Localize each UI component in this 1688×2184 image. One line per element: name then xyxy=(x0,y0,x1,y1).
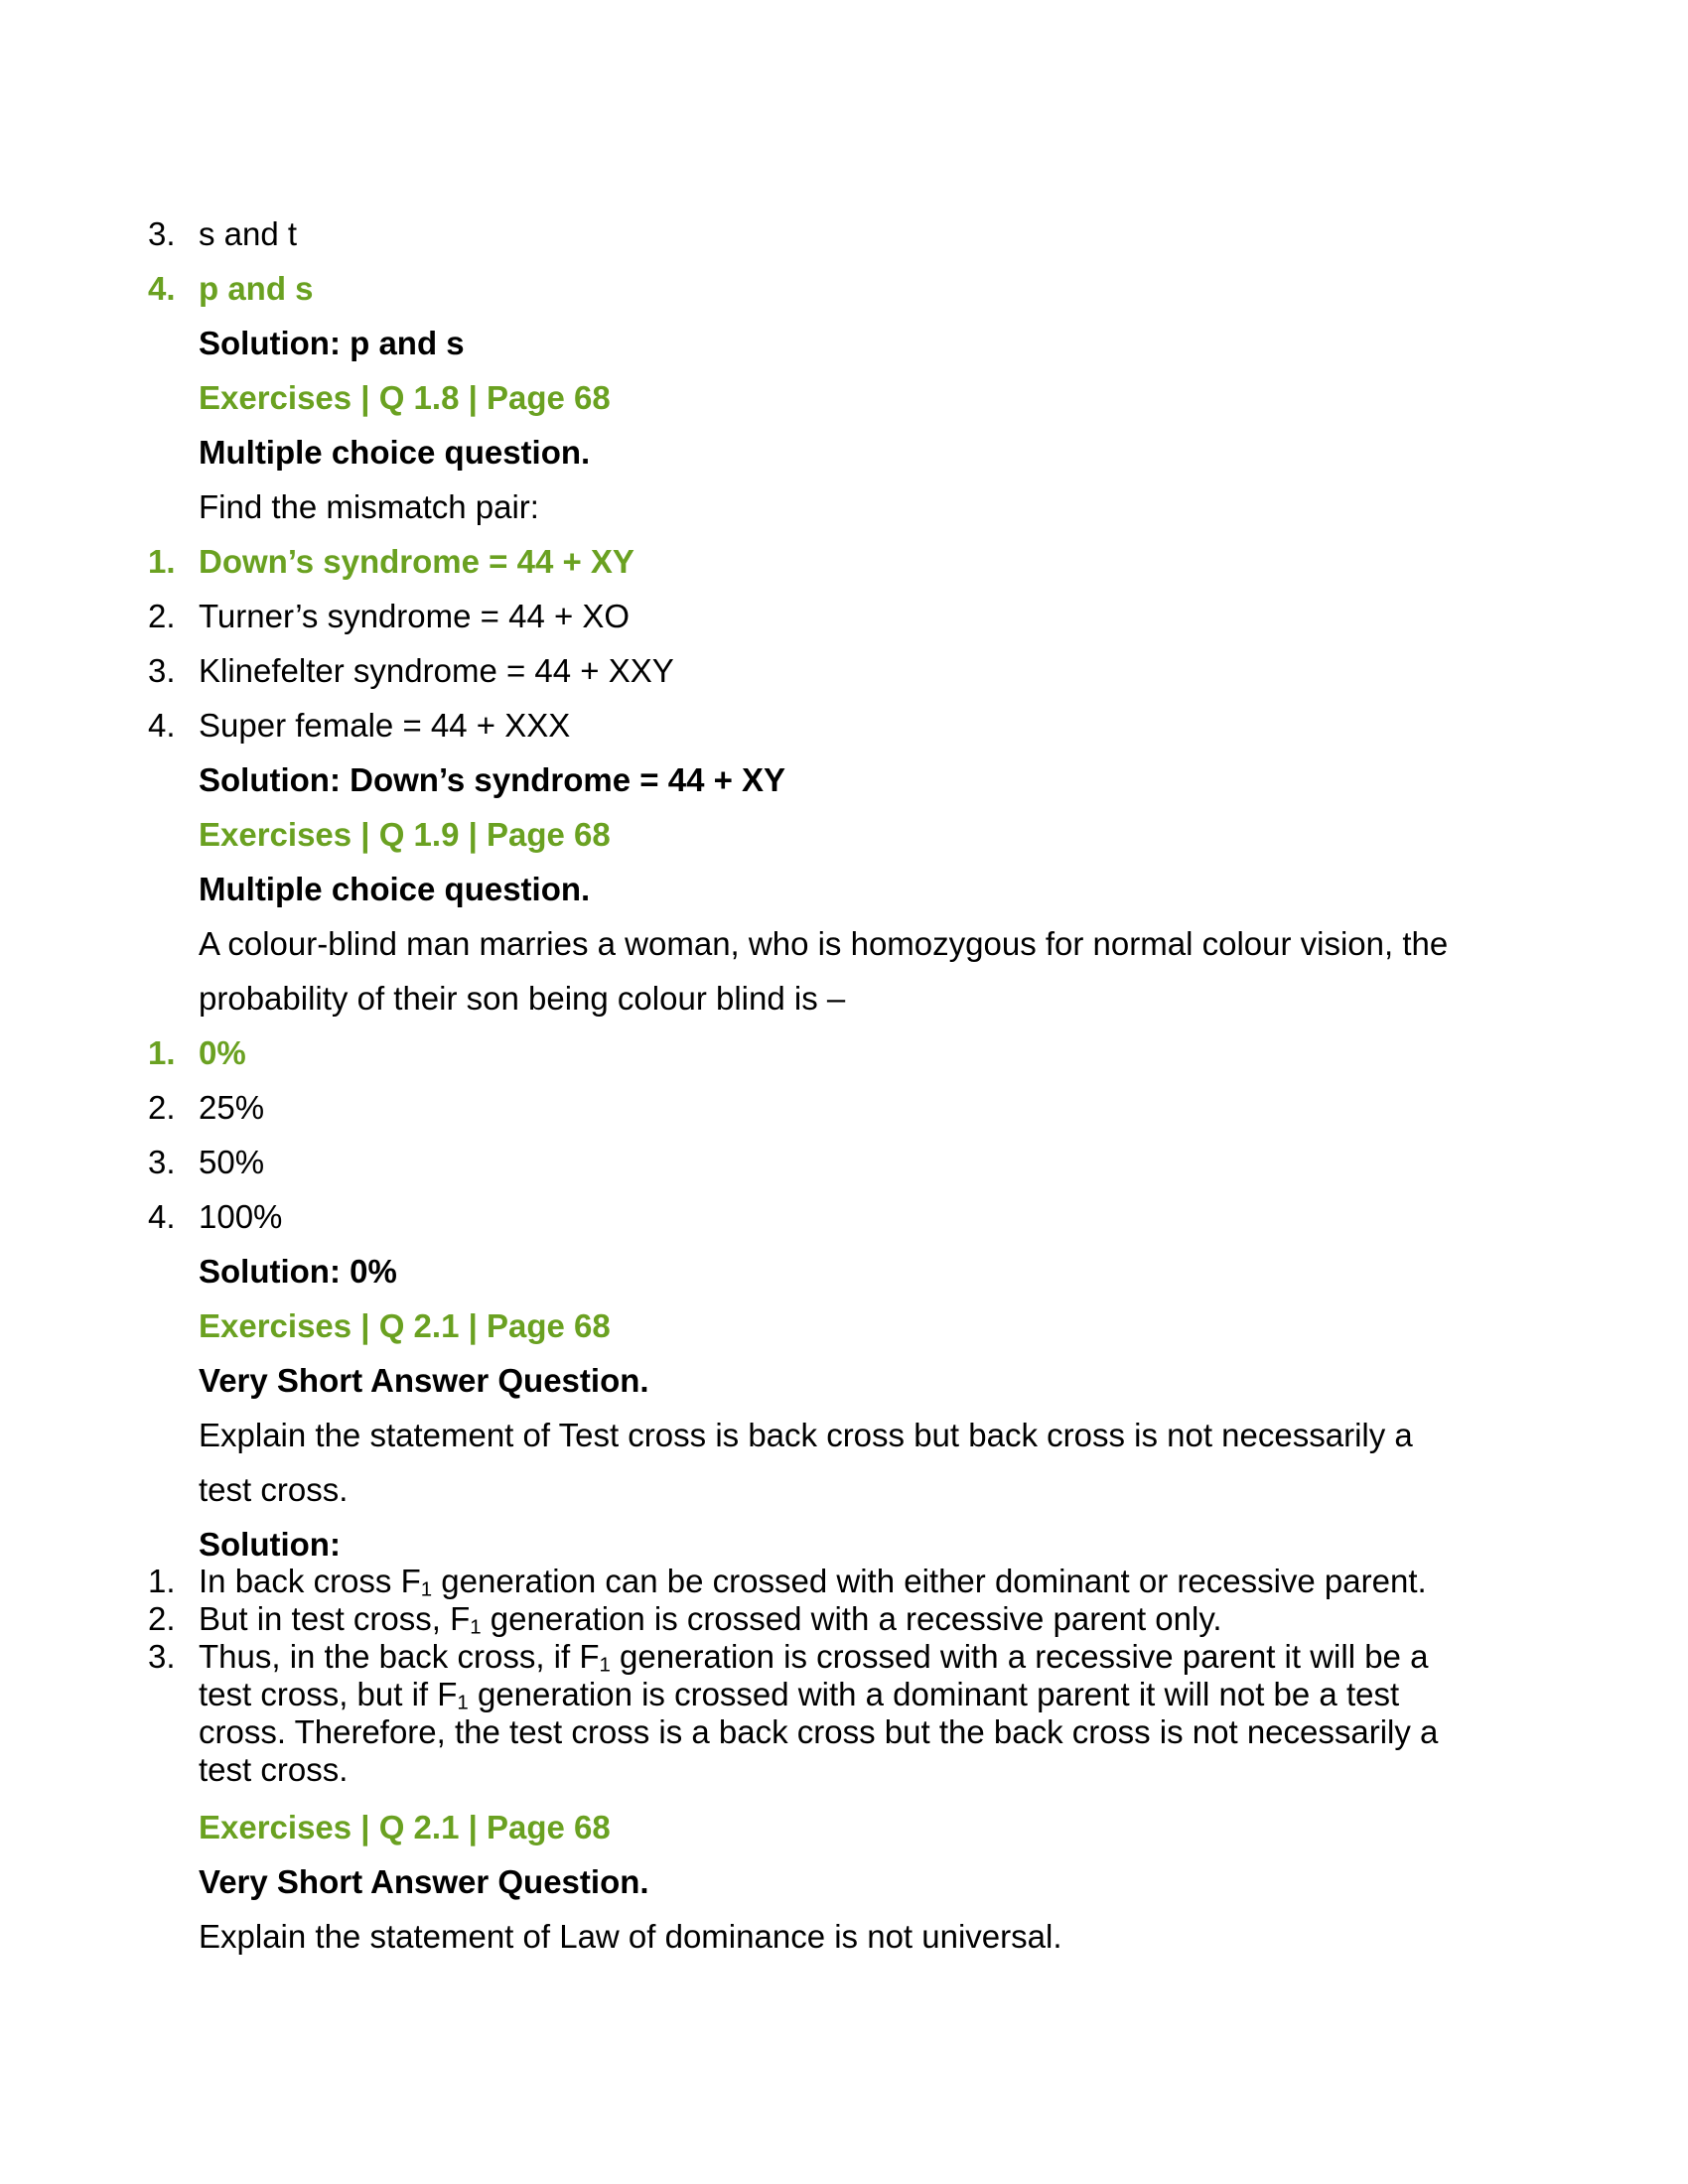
option-number: 4. xyxy=(148,707,176,744)
option-number: 4. xyxy=(148,270,176,307)
option-number: 4. xyxy=(148,1198,176,1235)
option-text: p and s xyxy=(199,270,314,307)
document-page: 3. s and t 4. p and s Solution: p and s Exercises | Q 1.8 | Page 68 Multiple choice question. Find the mismatch pair: 1. Down’s syndrome = 44 + XY 2. Turner’s syndrome = 44 + XO 3. Klinefelter syndrome = 44 + XXY 4. Super female = 44 + XXX Solution: Down’s syndrome = 44 + XY Exercises | Q 1.9 | Page 68 Multiple choice question. A colour-blind man marries a woman, who is homozygous for normal colour vision, the probability of their son being colour blind is – 1. 0% 2. 25% 3. 50% 4. 100% Solution: 0% Exercises | Q 2.1 | Page 68 Very Short Answer Question. Explain the statement of Test cross is back cross but back cross is not necessarily a test cross. Solution: 1. In back cross $F_1$ generation can be crossed with either dominant or recessive parent. 2. But in test cross, $F_1$ generation is crossed with a recessive parent only. 3. Thus, in the back cross, if $F_1$ generation is crossed with a recessive parent it will be a test cross, but if $F_1$ generation is crossed with a dominant parent it will not be a test cross. Therefore, the test cross is a back cross but the back cross is not necessarily a test cross. Exercises | Q 2.1 | Page 68 Very Short Answer Question. Explain the statement of Law of dominance is not universal. xyxy=(148,215,1449,1955)
option-number: 2. xyxy=(148,1089,176,1126)
option-number: 1. xyxy=(148,1034,176,1071)
option-text: 50% xyxy=(199,1144,265,1180)
option-number: 2. xyxy=(148,598,176,634)
option-text: 0% xyxy=(199,1034,246,1071)
option-text: Klinefelter syndrome = 44 + XXY xyxy=(199,652,674,689)
option-text: 25% xyxy=(199,1089,265,1126)
option-text: s and t xyxy=(199,215,298,252)
option-text: Super female = 44 + XXX xyxy=(199,707,571,744)
option-number: 3. xyxy=(148,215,176,252)
option-text: Down’s syndrome = 44 + XY xyxy=(199,543,634,580)
option-text: 100% xyxy=(199,1198,283,1235)
option-number: 1. xyxy=(148,543,176,580)
option-text: Turner’s syndrome = 44 + XO xyxy=(199,598,631,634)
option-number: 3. xyxy=(148,1144,176,1180)
option-number: 3. xyxy=(148,652,176,689)
